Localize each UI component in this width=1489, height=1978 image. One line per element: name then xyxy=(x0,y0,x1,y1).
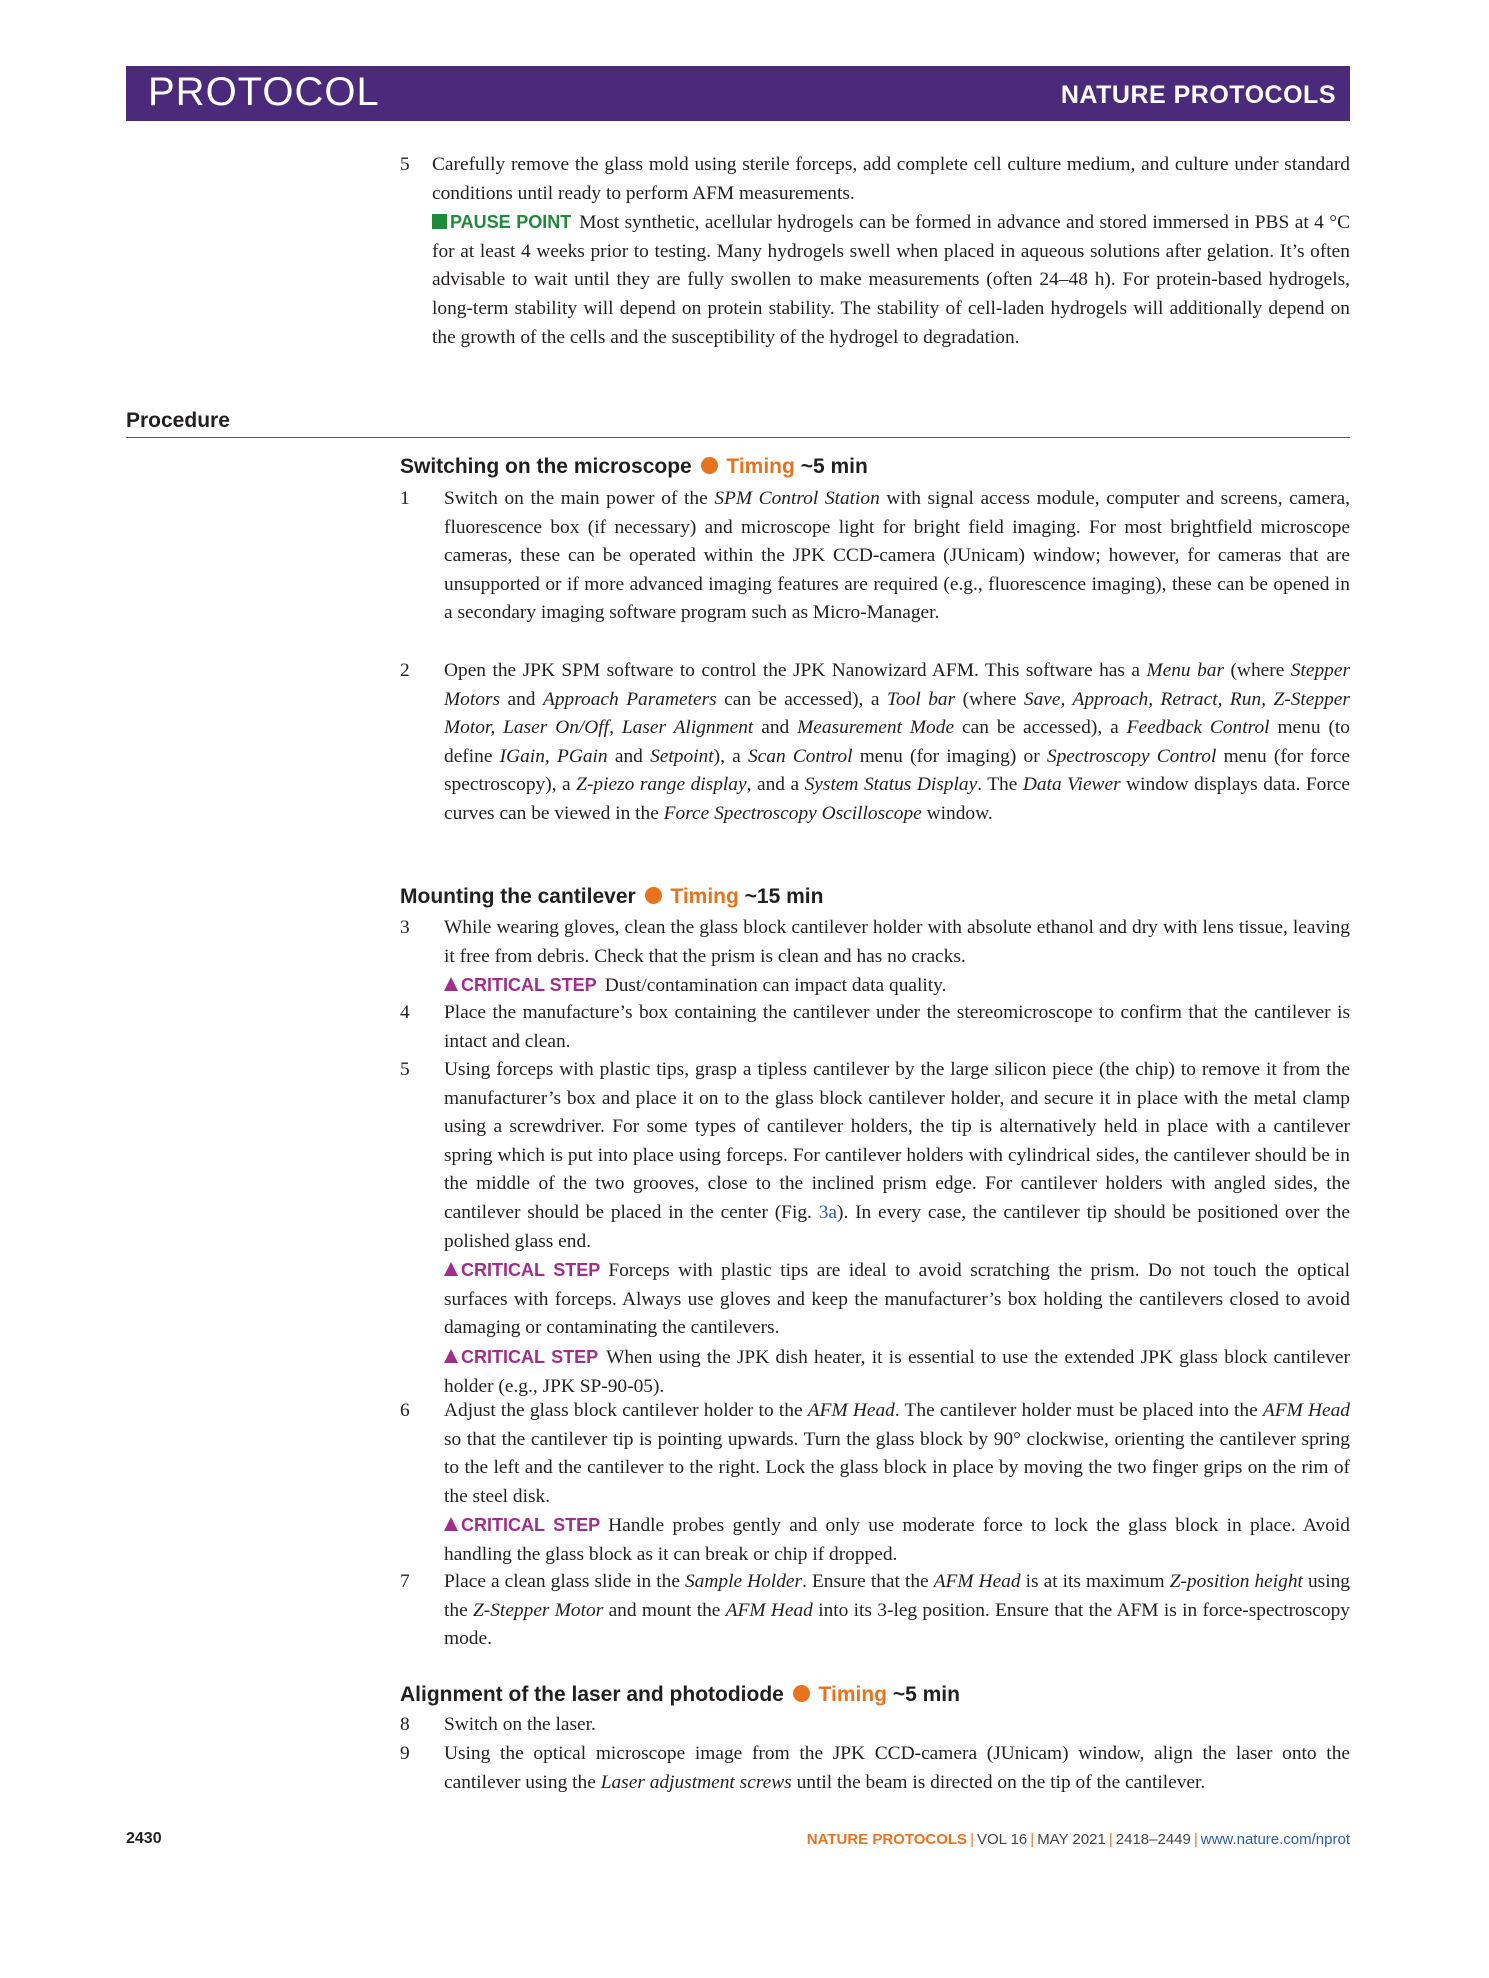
critical-triangle-icon xyxy=(444,977,458,991)
step-9-text: Using the optical microscope image from the JPK CCD-camera (JUnicam) window, align the laser onto the cantilever using the Laser adjustment screws until the beam is directed on the tip of the cantilever. xyxy=(444,1743,1350,1793)
intro-step-number: 5 xyxy=(400,154,410,175)
step-number: 1 xyxy=(400,488,410,509)
page-header-banner xyxy=(126,66,1350,121)
critical-triangle-icon xyxy=(444,1349,458,1363)
step-8-text: Switch on the laser. xyxy=(444,1714,596,1735)
critical-triangle-icon xyxy=(444,1517,458,1531)
step-4-text: Place the manufacture’s box containing the cantilever under the stereomicroscope to confirm that the cantilever is intact and clean. xyxy=(444,1002,1350,1052)
procedure-rule xyxy=(126,437,1350,438)
step-2-text: Open the JPK SPM software to control the JPK Nanowizard AFM. This software has a Menu bar (where Stepper Motors and Approach Parameters can be accessed), a Tool bar (where Save, Approach, Retract, Run, Z-Stepper Motor, Laser On/Off, Laser Alignment and Measurement Mode can be accessed), a Feedback Control menu (to define IGain, PGain and Setpoint), a Scan Control menu (for imaging) or Spectroscopy Control menu (for force spectroscopy), a Z-piezo range display, and a System Status Display. The Data Viewer window displays data. Force curves can be viewed in the Force Spectroscopy Oscilloscope window. xyxy=(444,660,1351,824)
step-7-text: Place a clean glass slide in the Sample Holder. Ensure that the AFM Head is at its maximum Z-position height using the Z-Stepper Motor and mount the AFM Head into its 3-leg position. Ensure that the AFM is in force-spectroscopy mode. xyxy=(444,1571,1350,1650)
timing-dot-icon xyxy=(645,887,662,904)
pause-point: PAUSE POINT xyxy=(432,212,579,233)
page-number: 2430 xyxy=(126,1830,162,1847)
critical-triangle-icon xyxy=(444,1262,458,1276)
section-label: PROTOCOL xyxy=(148,70,380,114)
pause-square-icon xyxy=(432,214,447,229)
step-3-text: While wearing gloves, clean the glass block cantilever holder with absolute ethanol and dry with lens tissue, leaving it free from debris. Check that the prism is clean and has no cracks. CRITICAL STEP Dust/contamination can impact data quality. xyxy=(444,917,1350,997)
step-1-text: Switch on the main power of the SPM Control Station with signal access module, computer and screens, camera, fluorescence box (if necessary) and microscope light for bright field imaging. For most brightfield microscope cameras, these can be operated within the JPK CCD-camera (JUnicam) window; however, for cameras that are unsupported or if more advanced imaging features are required (e.g., fluorescence imaging), these can be opened in a secondary imaging software program such as Micro-Manager. xyxy=(444,488,1350,624)
step-5-text: Using forceps with plastic tips, grasp a tipless cantilever by the large silicon piece (the chip) to remove it from the manufacturer’s box and place it on to the glass block cantilever holder, and secure it in place with the metal clamp using a screwdriver. For some types of cantilever holders, the tip is alternatively held in place with a cantilever spring which is put into place using forceps. For cantilever holders with cylindrical sides, the cantilever should be in the middle of the two grooves, close to the inclined prism edge. For cantilever holders with angled sides, the cantilever should be placed in the center (Fig. 3a). In every case, the cantilever tip should be positioned over the polished glass end. CRITICAL STEP Forceps with plastic tips are ideal to avoid scratching the prism. Do not touch the optical surfaces with forceps. Always use gloves and keep the manufacturer’s box holding the cantilevers closed to avoid damaging or contaminating the cantilevers. CRITICAL STEP When using the JPK dish heater, it is essential to use the extended JPK glass block cantilever holder (e.g., JPK SP-90-05). xyxy=(444,1059,1350,1397)
section-switching-on: Switching on the microscope Timing ~5 min xyxy=(400,455,868,478)
footer-citation: NATURE PROTOCOLS | VOL 16 | MAY 2021 | 2418–2449 | www.nature.com/nprot xyxy=(806,1831,1350,1848)
section-laser-alignment: Alignment of the laser and photodiode Timing ~5 min xyxy=(400,1683,960,1706)
procedure-title: Procedure xyxy=(126,409,230,432)
step-number: 7 xyxy=(400,1571,410,1592)
step-number: 4 xyxy=(400,1002,410,1023)
step-number: 3 xyxy=(400,917,410,938)
step-6-text: Adjust the glass block cantilever holder to the AFM Head. The cantilever holder must be placed into the AFM Head so that the cantilever tip is pointing upwards. Turn the glass block by 90° clockwise, orienting the cantilever spring to the left and the cantilever to the right. Lock the glass block in place by moving the two finger grips on the rim of the steel disk. CRITICAL STEP Handle probes gently and only use moderate force to lock the glass block in place. Avoid handling the glass block as it can break or chip if dropped. xyxy=(444,1400,1350,1565)
step-number: 6 xyxy=(400,1400,410,1421)
journal-label: NATURE PROTOCOLS xyxy=(1060,81,1336,109)
step-number: 5 xyxy=(400,1059,410,1080)
step-number: 9 xyxy=(400,1743,410,1764)
step-number: 2 xyxy=(400,660,410,681)
section-mounting-cantilever: Mounting the cantilever Timing ~15 min xyxy=(400,885,824,908)
figure-link[interactable]: 3a xyxy=(818,1201,837,1223)
step-number: 8 xyxy=(400,1714,410,1735)
journal-url-link[interactable]: www.nature.com/nprot xyxy=(1200,1831,1350,1848)
intro-step-text: Carefully remove the glass mold using sterile forceps, add complete cell culture medium, and culture under standard conditions until ready to perform AFM measurements. PAUSE POINT Most synthetic, acellular hydrogels can be formed in advance and stored immersed in PBS at 4 °C for at least 4 weeks prior to testing. Many hydrogels swell when placed in aqueous solutions after gelation. It’s often advisable to wait until they are fully swollen to make measurements (often 24–48 h). For protein-based hydrogels, long-term stability will depend on protein stability. The stability of cell-laden hydrogels will additionally depend on the growth of the cells and the susceptibility of the hydrogel to degradation. xyxy=(432,154,1350,348)
timing-dot-icon xyxy=(793,1685,810,1702)
timing-dot-icon xyxy=(701,457,718,474)
